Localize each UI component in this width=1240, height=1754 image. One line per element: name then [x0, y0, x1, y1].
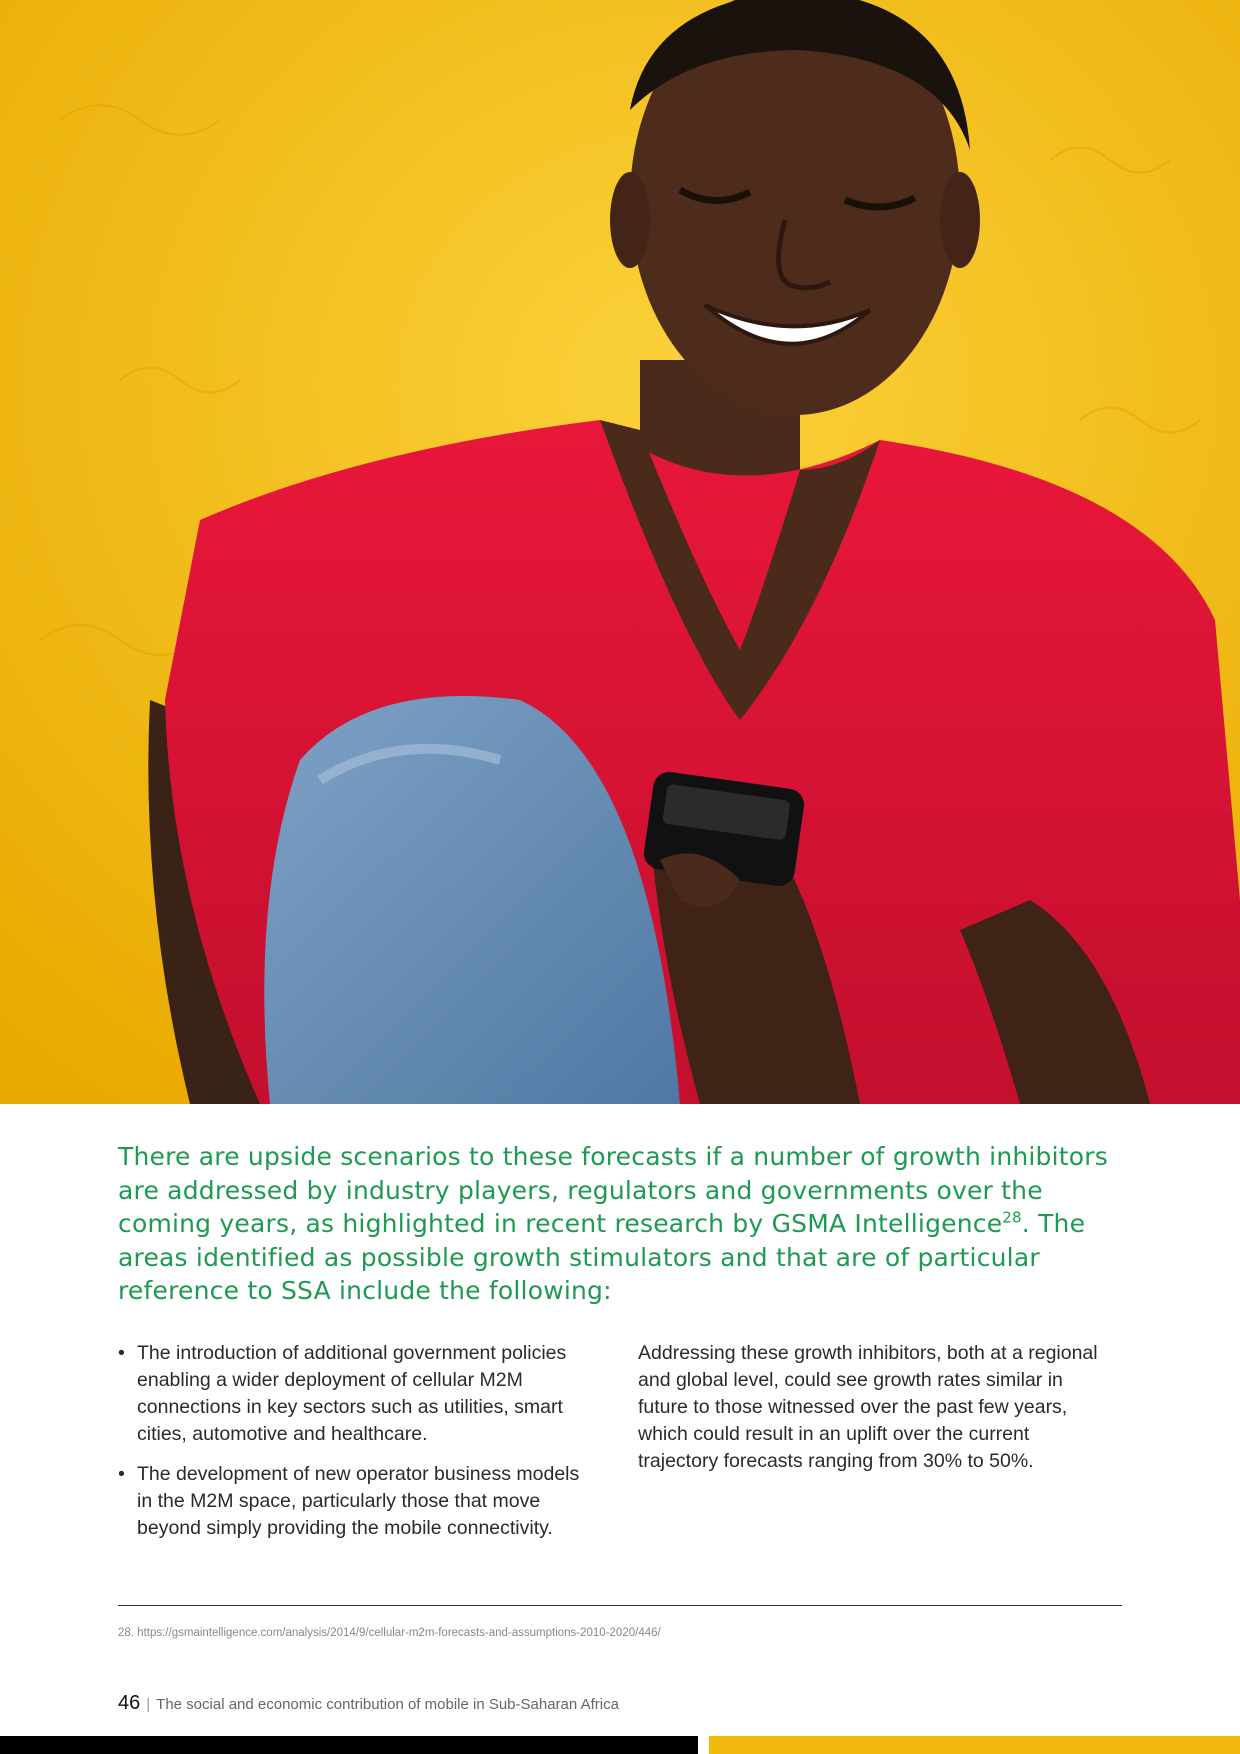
page-number: 46: [118, 1692, 141, 1714]
bullet-list: [118, 1340, 588, 1542]
footer-bar-yellow: [709, 1736, 1240, 1754]
footnote-ref: 28: [1002, 1208, 1022, 1227]
footer-separator: |: [146, 1696, 151, 1713]
lead-paragraph: [118, 1140, 1128, 1308]
bullet-item: • The introduction of additional government policies enabling a wider deployment of cellular M2M connections in key sectors such as utilities, smart cities, automotive and healthcare.: [118, 1340, 588, 1448]
right-paragraph: Addressing these growth inhibitors, both at a regional and global level, could see growth rates similar in future to those witnessed over the past few years, which could result in an uplift over the current trajectory forecasts ranging from 30% to 50%.: [638, 1342, 1098, 1472]
document-title: The social and economic contribution of mobile in Sub-Saharan Africa: [156, 1696, 619, 1713]
lead-text: There are upside scenarios to these forecasts if a number of growth inhibitors are addressed by industry players, regulators and governments over the coming years, as highlighted in recent research by GSMA Intelligence: [118, 1142, 1108, 1238]
left-column: [118, 1340, 588, 1555]
lead-text-continued: . The areas identified as possible growth stimulators and that are of particular reference to SSA include the following:: [118, 1209, 1086, 1305]
footnote-divider: [118, 1605, 1122, 1606]
footnote: 28. https://gsmaintelligence.com/analysis/2014/9/cellular-m2m-forecasts-and-assumptions-2010-2020/446/: [118, 1627, 661, 1639]
footer-bar-black: [0, 1736, 698, 1754]
bullet-item: • The development of new operator business models in the M2M space, particularly those that move beyond simply providing the mobile connectivity.: [118, 1461, 588, 1542]
page-footer: [118, 1692, 619, 1715]
right-column: [638, 1340, 1108, 1475]
